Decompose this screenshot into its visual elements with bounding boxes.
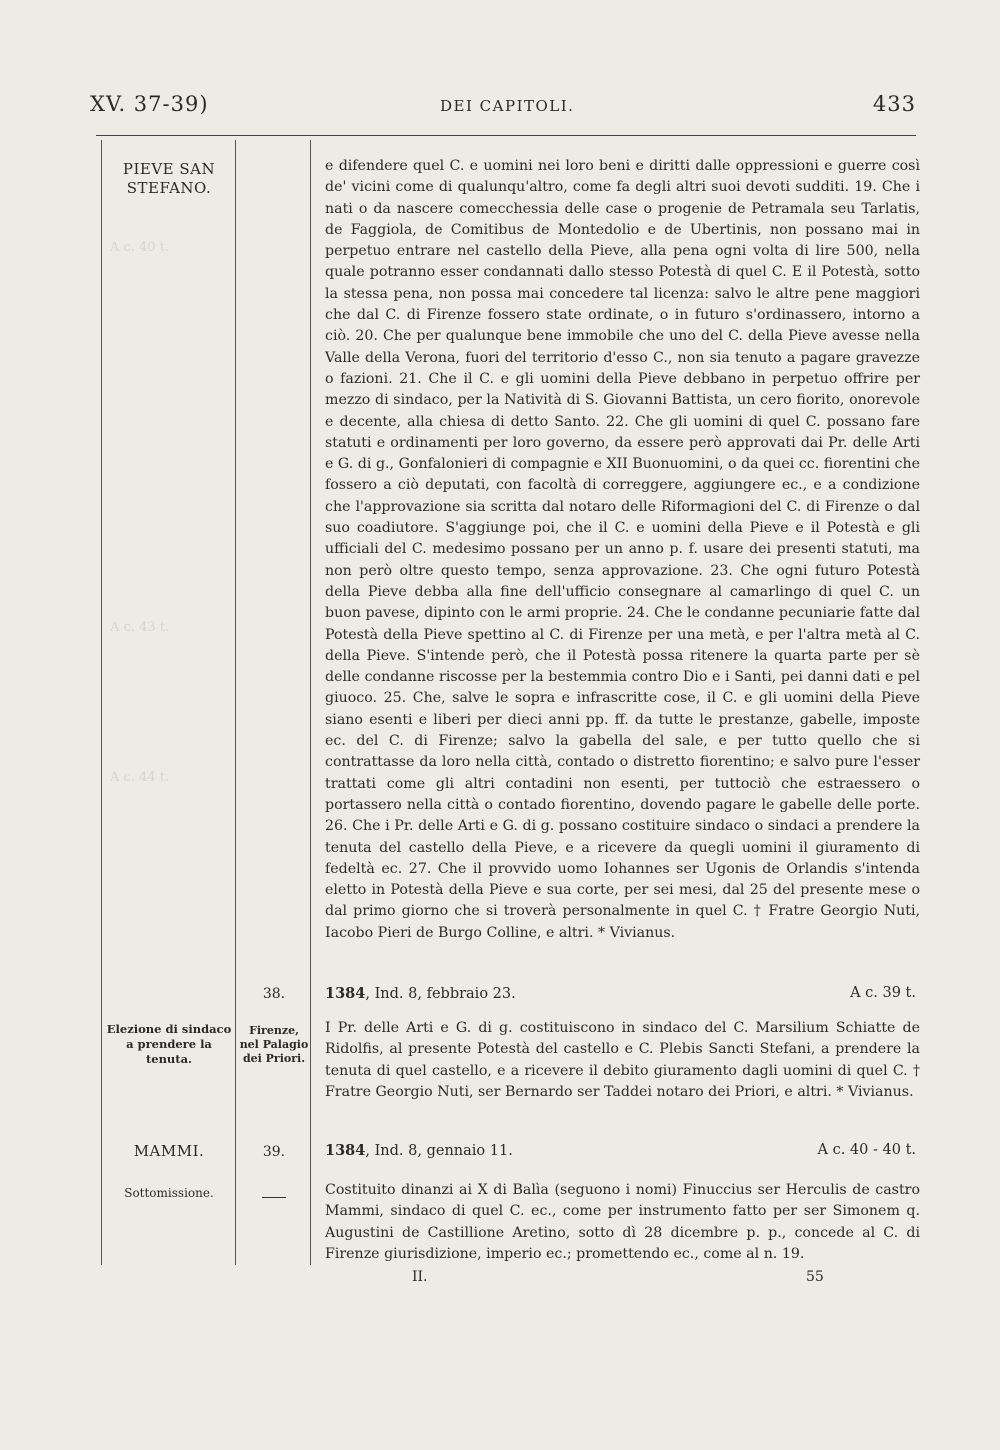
entry-38-date: , Ind. 8, febbraio 23. bbox=[365, 986, 516, 1002]
entry-39-reference: A c. 40 - 40 t. bbox=[817, 1142, 916, 1158]
footer-page-number: 55 bbox=[806, 1269, 824, 1285]
entry-38-reference: A c. 39 t. bbox=[850, 985, 916, 1001]
column-rule-middle bbox=[235, 140, 236, 1265]
page-number-header: 433 bbox=[872, 92, 916, 116]
entry-38-text: I Pr. delle Arti e G. di g. costituiscono in sindaco del C. Marsilium Schiatte de Ridolfis, al presente Potestà del castello e C. Plebis Sancti Stefani, a prendere la tenuta di quel castello, e a ricevere il debito giuramento dagli uomini di quel C. † Fratre Georgio Nuti, ser Bernardo ser Taddei notaro dei Priori, e altri. * Vivianus. bbox=[325, 1020, 920, 1100]
bleed-through-mark: A c. 43 t. bbox=[110, 620, 170, 635]
entry-38-heading bbox=[325, 985, 920, 1002]
margin-note-39: Sottomissione. bbox=[124, 1186, 214, 1200]
signature-mark: II. bbox=[412, 1269, 428, 1285]
entry-39-text: Costituito dinanzi ai X di Balìa (seguono i nomi) Finuccius ser Herculis de castro Mammi, sindaco di quel C. ec., come per instrumento fatto per ser Simonem q. Augustini de Castillione Aretino, sotto dì 28 dicembre p. p., concede al C. di Firenze giurisdizione, imperio ec.; promettendo ec., come al n. 19. bbox=[325, 1182, 920, 1262]
entry-39-year: 1384 bbox=[325, 1142, 366, 1159]
running-head-title: DEI CAPITOLI. bbox=[440, 97, 575, 115]
place-date-38: Firenze, nel Palagio dei Priori. bbox=[239, 1024, 309, 1065]
continuation-text: e difendere quel C. e uomini nei loro beni e diritti dalle oppressioni e guerre così de' vicini come di qualunqu'altro, come fa degli altri suoi devoti sudditi. 19. Che i nati o da nascere comecchessia delle case o progenie de Petramala seu Tarlatis, de Faggiola, de Comitibus de Montedolio e de Ubertinis, non possano mai in perpetuo entrare nel castello della Pieve, alla pena ogni volta di lire 500, nella quale potranno esser condannati dallo stesso Potestà di quel C. E il Potestà, sotto la stessa pena, non possa mai concedere tal licenza: salvo le altre pene maggiori che dal C. di Firenze fossero state ordinate, o in futuro s'ordinassero, intorno a ciò. 20. Che per qualunque bene immobile che uno del C. della Pieve avesse nella Valle della Verona, fuori del territorio d'esso C., non sia tenuto a pagare gravezze o fazioni. 21. Che il C. e gli uomini della Pieve debbano in perpetuo offrire per mezzo di sindaco, per la Natività di S. Giovanni Battista, un cero fiorito, onorevole e decente, alla chiesa di detto Santo. 22. Che gli uomini di quel C. possano fare statuti e ordinamenti per loro governo, da essere però approvati dai Pr. delle Arti e G. di g., Gonfalonieri di compagnie e XII Buonuomini, o da quei cc. fiorentini che fossero a ciò deputati, con facoltà di correggere, aggiungere ec., e a condizione che l'approvazione sia scritta dal notaro delle Riformagioni del C. di Firenze o dal suo coadiutore. S'aggiunge poi, che il C. e uomini della Pieve e il Potestà e gli ufficiali del C. medesimo possano per un anno p. f. usare dei presenti statuti, ma non però oltre questo tempo, senza approvazione. 23. Che ogni futuro Potestà della Pieve debba alla fine dell'ufficio consegnare al camarlingo di quel C. un buon pavese, dipinto con le armi proprie. 24. Che le condanne pecuniarie fatte dal Potestà della Pieve spettino al C. di Firenze per una metà, e per l'altra metà al C. della Pieve. S'intende però, che il Potestà possa ritenere la quarta parte per sè delle condanne riscosse per la bestemmia contro Dio e i Santi, pei danni dati e pel giuoco. 25. Che, salve le sopra e infrascritte cose, il C. e gli uomini della Pieve siano esenti e liberi per dieci anni pp. ff. da tutte le prestanze, gabelle, imposte ec. del C. di Firenze; salvo la gabella del sale, e per tutto quello che si contrattasse da loro nella città, contado o distretto fiorentino; e salvo pure l'esser trattati come gli altri contadini non esenti, per tuttociò che estraessero o portassero nella città o contado fiorentino, dovendo pagare le gabelle delle porte. 26. Che i Pr. delle Arti e G. di g. possano costituire sindaco o sindaci a prendere la tenuta del castello della Pieve, e a ricevere da quegli uomini il giuramento di fedeltà ec. 27. Che il provvido uomo Iohannes ser Ugonis de Orlandis s'intenda eletto in Potestà della Pieve e sua corte, per sei mesi, dal 25 del presente mese o dal primo giorno che si troverà personalmente in quel C. † Fratre Georgio Nuti, Iacobo Pieri de Burgo Colline, e altri. * Vivianus. bbox=[325, 158, 920, 941]
entry-39-date: , Ind. 8, gennaio 11. bbox=[365, 1143, 513, 1159]
entry-number-38: 38. bbox=[262, 986, 286, 1002]
entry-39-heading bbox=[325, 1142, 920, 1159]
entry-number-39: 39. bbox=[262, 1144, 286, 1160]
running-head-section: XV. 37-39) bbox=[90, 92, 209, 116]
entry-38-year: 1384 bbox=[325, 985, 366, 1002]
header-rule bbox=[96, 135, 916, 136]
bleed-through-mark: A c. 40 t. bbox=[110, 240, 170, 255]
margin-place-mammi: MAMMI. bbox=[133, 1142, 205, 1160]
margin-place-pieve: PIEVE SAN STEFANO. bbox=[122, 160, 216, 197]
bleed-through-mark: A c. 44 t. bbox=[110, 770, 170, 785]
column-rule-right bbox=[310, 140, 311, 1265]
column-rule-left bbox=[101, 140, 102, 1265]
dash-mark bbox=[262, 1197, 286, 1198]
margin-note-38: Elezione di sindaco a prendere la tenuta. bbox=[106, 1022, 232, 1066]
